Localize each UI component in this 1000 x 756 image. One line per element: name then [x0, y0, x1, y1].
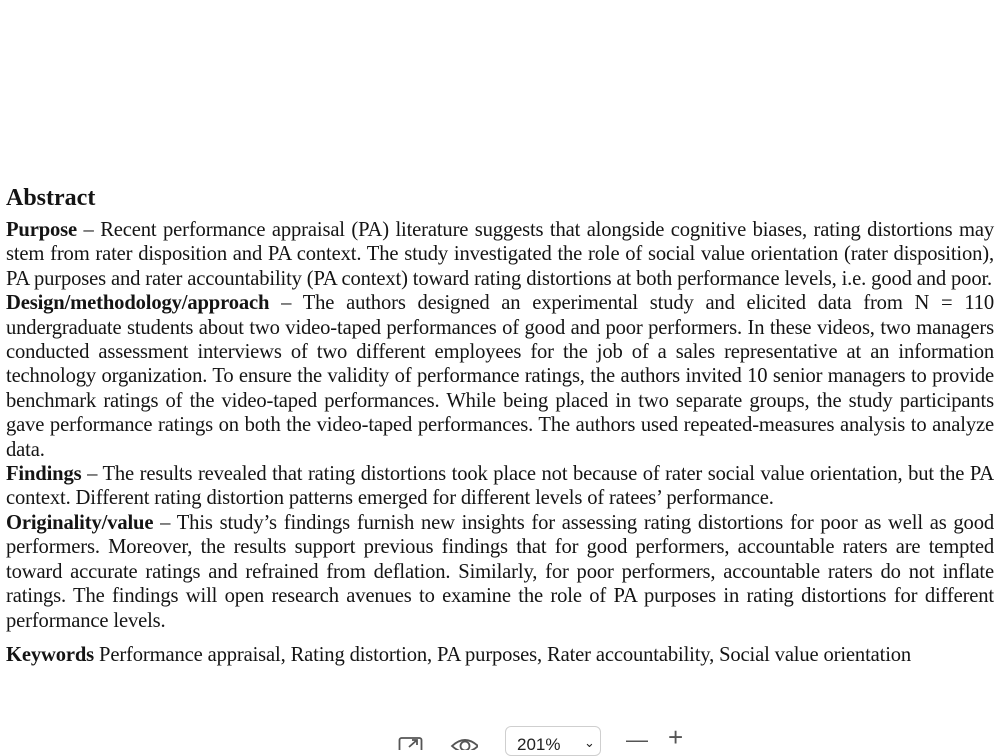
keywords-label: Keywords	[6, 643, 95, 666]
originality-label: Originality/value	[6, 511, 154, 534]
zoom-select[interactable]	[505, 726, 601, 756]
document-page	[6, 184, 994, 669]
findings-label: Findings	[6, 463, 82, 486]
eye-icon[interactable]	[450, 732, 478, 750]
keywords-paragraph	[6, 641, 994, 669]
design-label: Design/methodology/approach	[6, 292, 270, 315]
design-text: – The authors designed an experimental study and elicited data from N = 110 undergraduate students about two video-taped performances of good and poor performers. In these videos, two managers conducted assessment interviews of two different employees for the job of a sales representative at an information technology organization. To ensure the validity of performance ratings, the authors invited 10 senior managers to provide benchmark ratings of the video-taped performances. While being placed in two separate groups, the study participants gave performance ratings on both the video-taped performances. The authors used repeated-measures analysis to analyze data.	[6, 292, 994, 461]
expand-icon[interactable]	[398, 732, 426, 750]
zoom-in-button[interactable]: +	[668, 722, 684, 752]
keywords-text: Performance appraisal, Rating distortion, PA purposes, Rater accountability, Social value orientation	[94, 643, 912, 666]
findings-paragraph	[6, 462, 994, 511]
abstract-heading: Abstract	[6, 185, 96, 211]
design-paragraph	[6, 291, 994, 462]
purpose-text: – Recent performance appraisal (PA) literature suggests that alongside cognitive biases, rating distortions may stem from rater disposition and PA context. The study investigated the role of social value orientation (rater disposition), PA purposes and rater accountability (PA context) toward rating distortions at both performance levels, i.e. good and poor.	[6, 219, 994, 290]
viewer-toolbar	[0, 722, 1000, 750]
purpose-paragraph	[6, 218, 994, 291]
originality-paragraph	[6, 511, 994, 633]
findings-text: – The results revealed that rating distortions took place not because of rater social value orientation, but the PA context. Different rating distortion patterns emerged for different levels of ratees’ performance.	[6, 463, 994, 510]
purpose-label: Purpose	[6, 219, 78, 241]
zoom-value: 201%	[517, 735, 561, 754]
originality-text: – This study’s findings furnish new insights for assessing rating distortions for poor as well as good performers. Moreover, the results support previous findings that for good performers, accountable raters are tempted toward accurate ratings and refrained from deflation. Similarly, for poor performers, accountable raters do not inflate ratings. The findings will open research avenues to examine the role of PA purposes in rating distortions for different performance levels.	[6, 511, 994, 632]
zoom-out-button[interactable]: —	[626, 727, 648, 752]
chevron-down-icon: ⌄	[584, 735, 595, 750]
